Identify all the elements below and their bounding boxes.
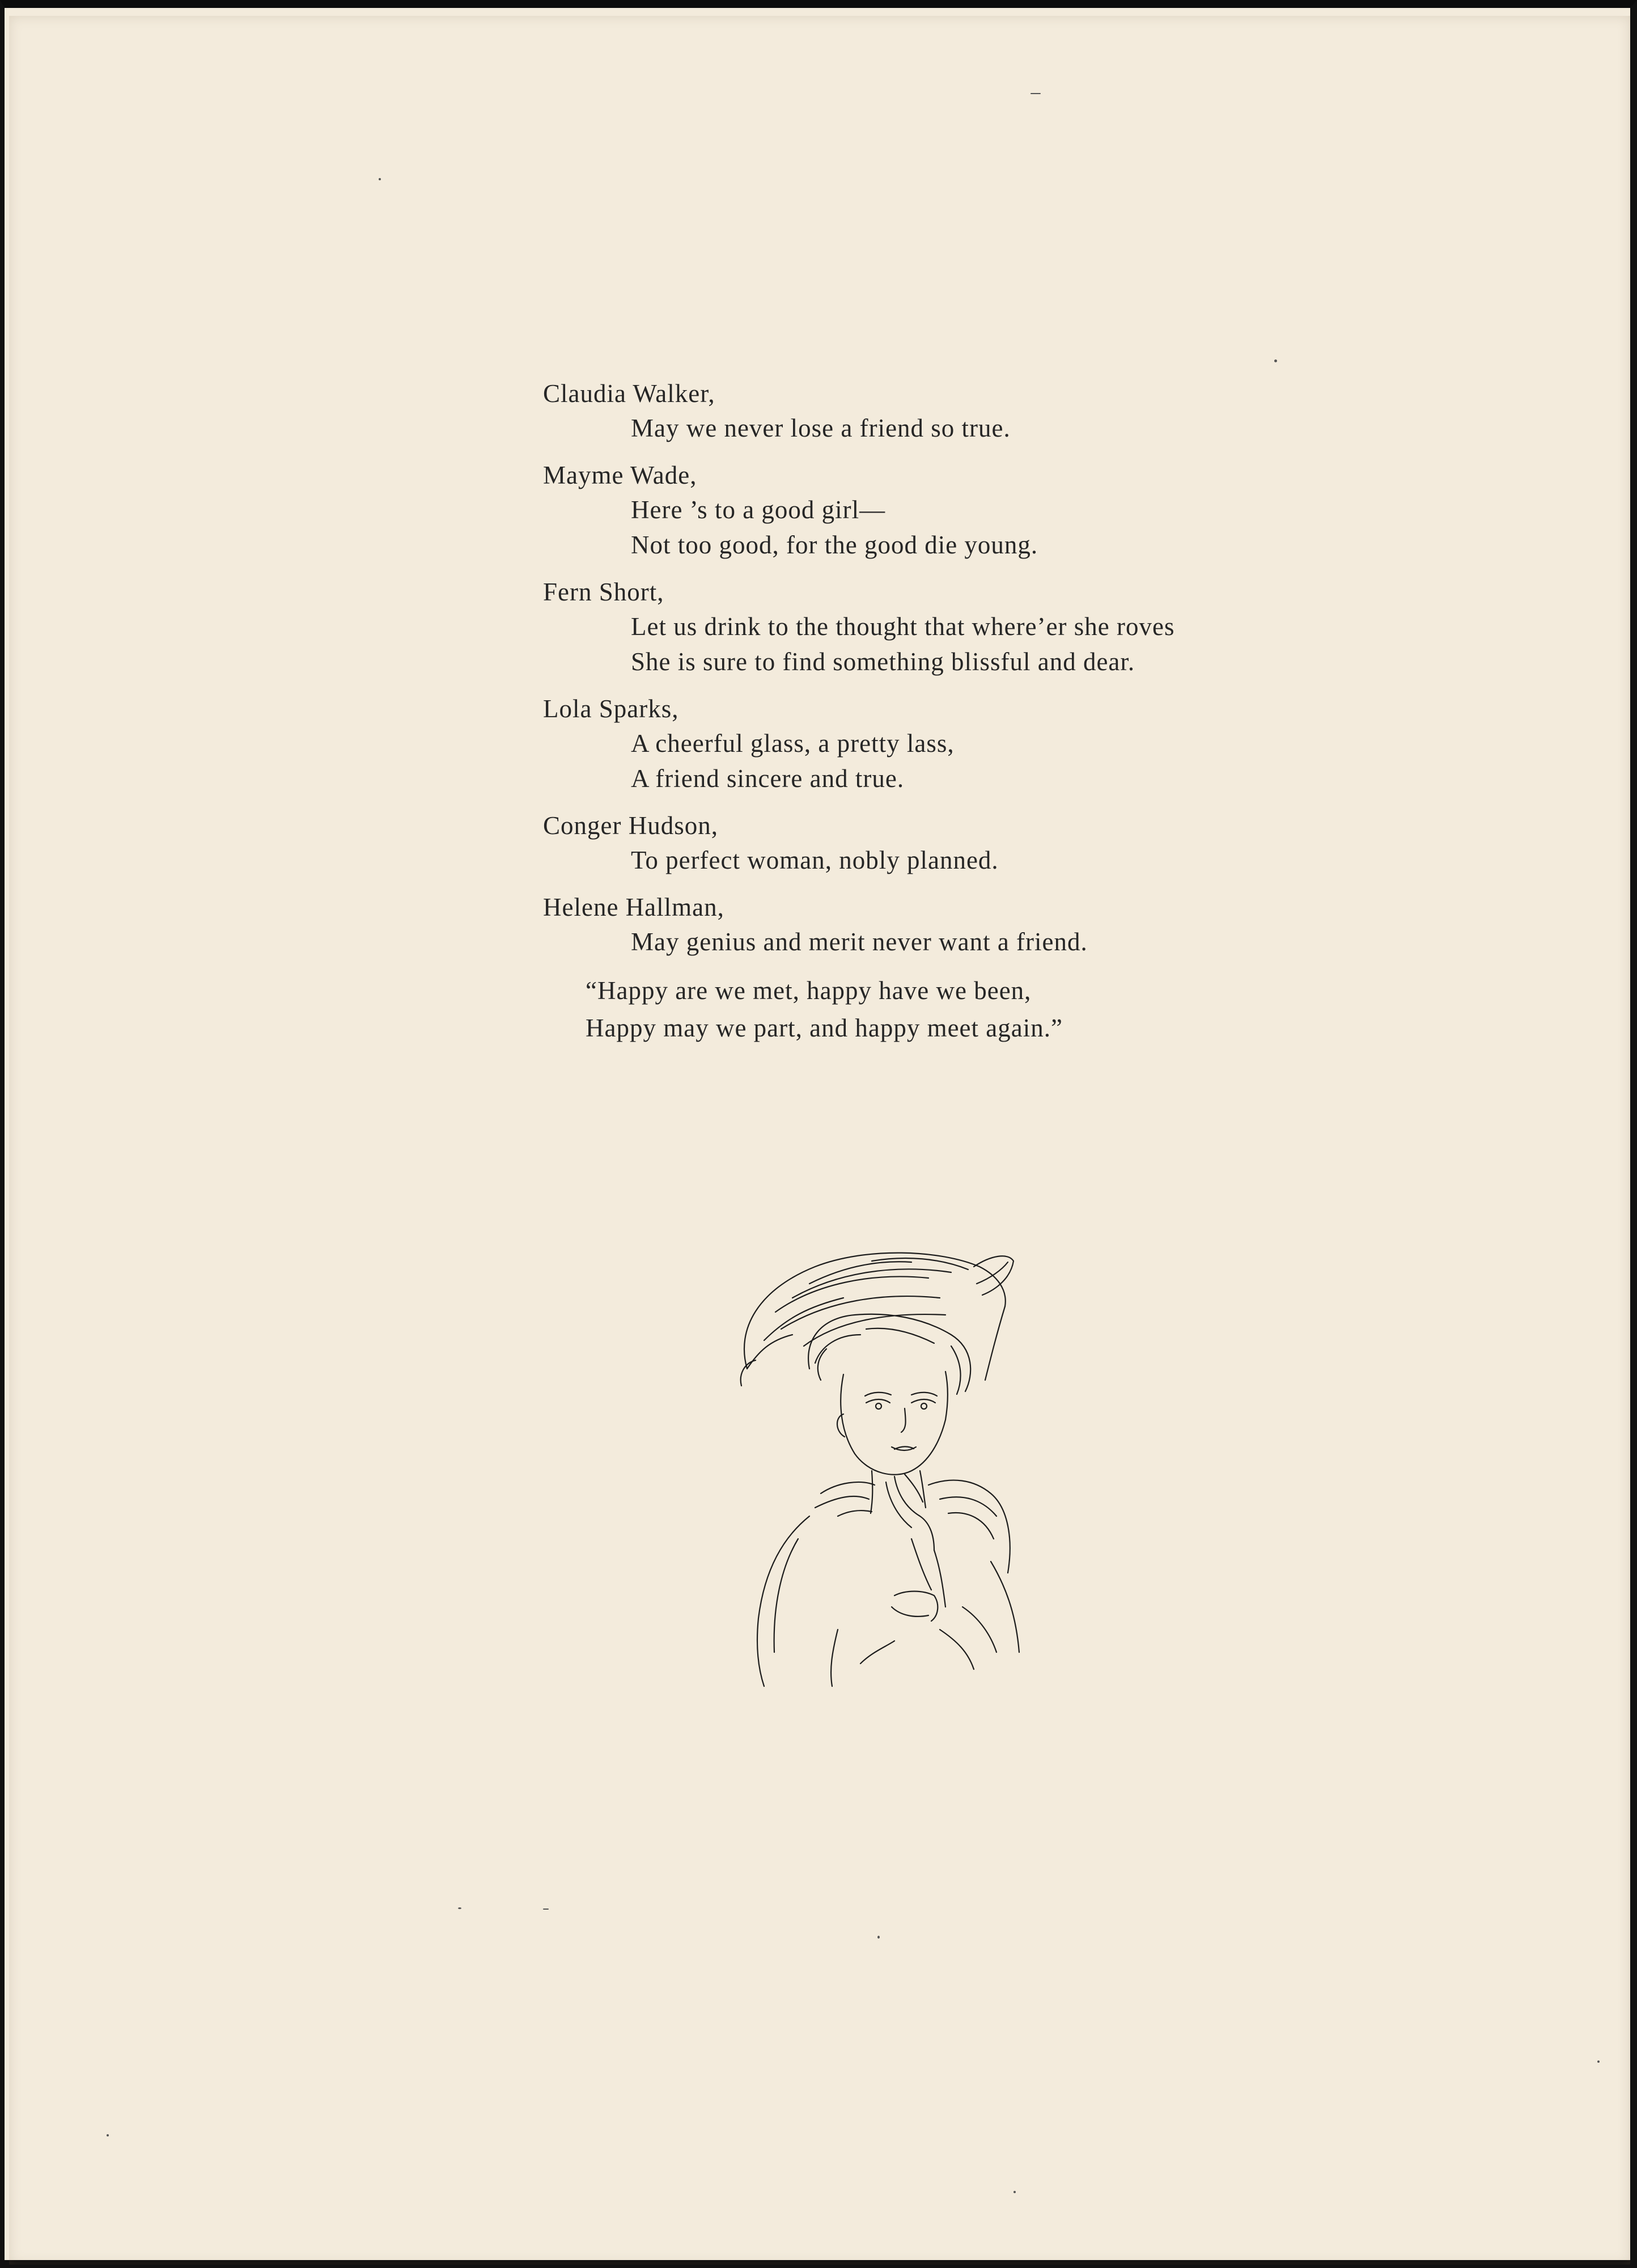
scan-speck xyxy=(543,1909,549,1910)
scan-speck xyxy=(458,1907,461,1909)
toast-line: Not too good, for the good die young. xyxy=(631,531,1038,559)
scan-speck xyxy=(877,1936,880,1939)
toast-entry xyxy=(543,458,1365,562)
toast-name: Fern Short, xyxy=(543,578,664,606)
toast-entry xyxy=(543,692,1365,796)
toast-entry xyxy=(543,890,1365,959)
toast-line: She is sure to find something blissful and dear. xyxy=(631,648,1135,676)
toast-name: Conger Hudson, xyxy=(543,811,718,840)
woman-in-hat-sketch-icon xyxy=(724,1199,1053,1709)
toast-entry xyxy=(543,376,1365,446)
toast-name: Mayme Wade, xyxy=(543,461,697,489)
toast-line: May genius and merit never want a friend. xyxy=(631,928,1088,956)
scan-speck xyxy=(379,178,381,180)
closing-line: “Happy are we met, happy have we been, xyxy=(586,976,1032,1005)
closing-verse xyxy=(543,972,1365,1047)
toast-entry xyxy=(543,575,1365,679)
toast-name: Lola Sparks, xyxy=(543,695,679,723)
toast-name: Claudia Walker, xyxy=(543,379,715,408)
toast-line: A cheerful glass, a pretty lass, xyxy=(631,729,955,758)
toast-line: Here ’s to a good girl— xyxy=(631,496,886,524)
closing-line: Happy may we part, and happy meet again.” xyxy=(586,1014,1063,1042)
scan-speck xyxy=(1030,93,1041,94)
scan-speck xyxy=(107,2134,109,2136)
page-edge-shadow xyxy=(9,16,1630,2265)
toast-line: A friend sincere and true. xyxy=(631,764,905,793)
toast-line: May we never lose a friend so true. xyxy=(631,414,1011,442)
toast-name: Helene Hallman, xyxy=(543,893,724,921)
toast-line: Let us drink to the thought that where’er she roves xyxy=(631,612,1175,641)
toast-list xyxy=(543,376,1365,1047)
scan-speck xyxy=(1274,359,1277,362)
toast-entry xyxy=(543,809,1365,878)
scan-speck xyxy=(1013,2191,1016,2193)
scan-speck xyxy=(1597,2060,1600,2063)
toast-line: To perfect woman, nobly planned. xyxy=(631,846,999,874)
